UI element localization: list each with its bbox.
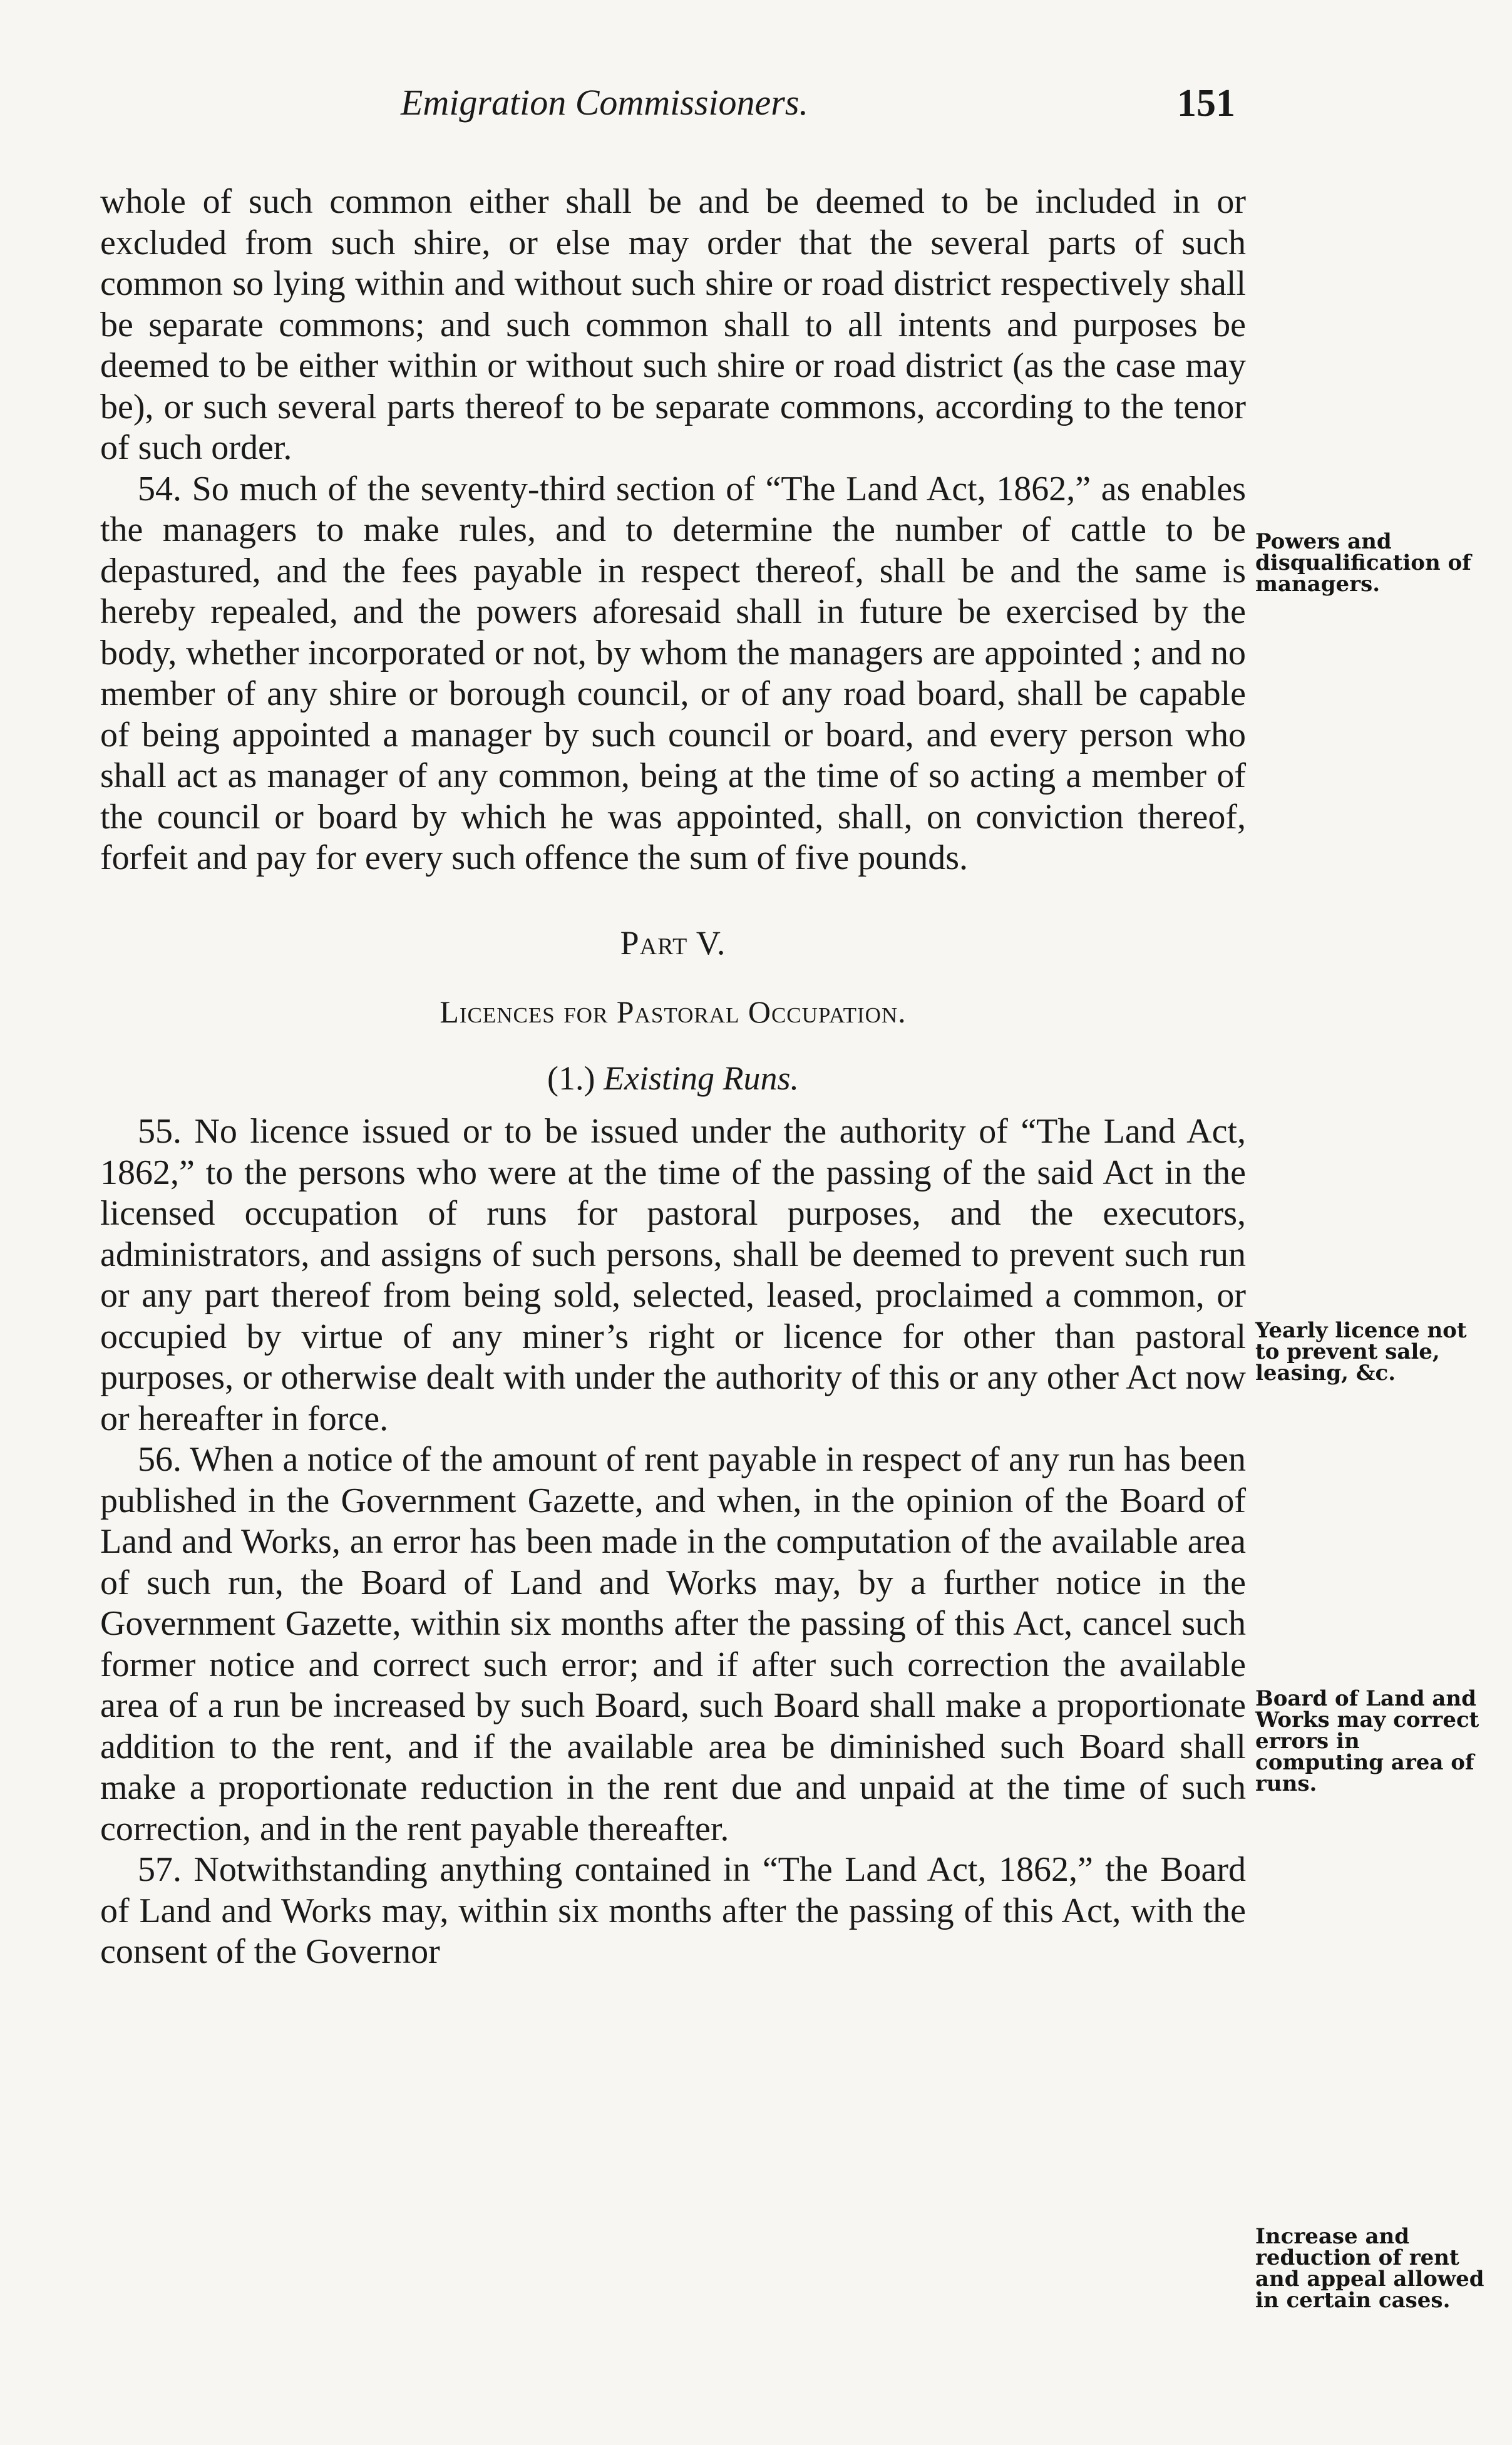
- section-57: 57. Notwithstanding anything contained in “The Land Act, 1862,” the Board of Land and Works may, within six months after the passing of this Act, with the consent of the Governor: [100, 1850, 1246, 1971]
- section-56: 56. When a notice of the amount of rent payable in respect of any run has been published in the Government Gazette, and when, in the opinion of the Board of Land and Works, an error has been made in the computation of the available area of such run, the Board of Land and Works may, by a further notice in the Government Gazette, within six months after the passing of this Act, cancel such former notice and correct such error; and if after such correction the available area of a run be increased by such Board, such Board shall make a proportionate addition to the rent, and if the available area be diminished such Board shall make a proportionate reduction in the rent due and unpaid at the time of such correction, and in the rent payable thereafter.: [100, 1440, 1246, 1848]
- running-title: Emigration Commissioners.: [401, 82, 808, 123]
- section-54: 54. So much of the seventy-third section of “The Land Act, 1862,” as enables the managers to make rules, and to determine the number of cattle to be depastured, and the fees payable in respect thereof, shall be and the same is hereby repealed, and the powers aforesaid shall in future be exercised by the body, whether incorporated or not, by whom the managers are appointed ; and no member of any shire or borough council, or of any road board, shall be capable of being appointed a manager by such council or board, and every person who shall act as manager of any common, being at the time of so acting a member of the council or board by which he was appointed, shall, on conviction thereof, forfeit and pay for every such offence the sum of five pounds.: [100, 469, 1246, 877]
- body-text: [100, 182, 1246, 1973]
- part-heading: Part V.: [620, 924, 726, 962]
- margin-note-56: Board of Land and Works may correct errors in computing area of runs.: [1255, 1686, 1479, 1796]
- section-55: 55. No licence issued or to be issued under the authority of “The Land Act, 1862,” to the persons who were at the time of the passing of the said Act in the licensed occupation of runs for pastoral purposes, and the executors, administrators, and assigns of such persons, shall be deemed to prevent such run or any part thereof from being sold, selected, leased, proclaimed a common, or occupied by virtue of any miner’s right or licence for other than pastoral purposes, or otherwise dealt with under the authority of this or any other Act now or hereafter in force.: [100, 1112, 1246, 1438]
- sub-heading-title: Existing Runs.: [603, 1059, 799, 1097]
- page-number: 151: [1177, 82, 1235, 125]
- sub-heading-number: (1.): [547, 1059, 595, 1097]
- section-heading: Licences for Pastoral Occupation.: [440, 994, 907, 1029]
- sub-heading: [100, 1058, 1246, 1099]
- paragraph-continuation: whole of such common either shall be and be deemed to be included in or excluded from such shire, or else may order that the several parts of such common so lying within and without such shire or road district respectively shall be separate commons; and such common shall to all intents and purposes be deemed to be either within or without such shire or road district (as the case may be), or such several parts thereof to be separate commons, according to the tenor of such order.: [100, 182, 1246, 467]
- margin-note-55: Yearly licence not to prevent sale, leasing, &c.: [1255, 1318, 1467, 1386]
- margin-note-57: Increase and reduction of rent and appeal allowed in certain cases.: [1255, 2224, 1484, 2313]
- margin-note-54: Powers and disqualification of managers.: [1255, 529, 1471, 597]
